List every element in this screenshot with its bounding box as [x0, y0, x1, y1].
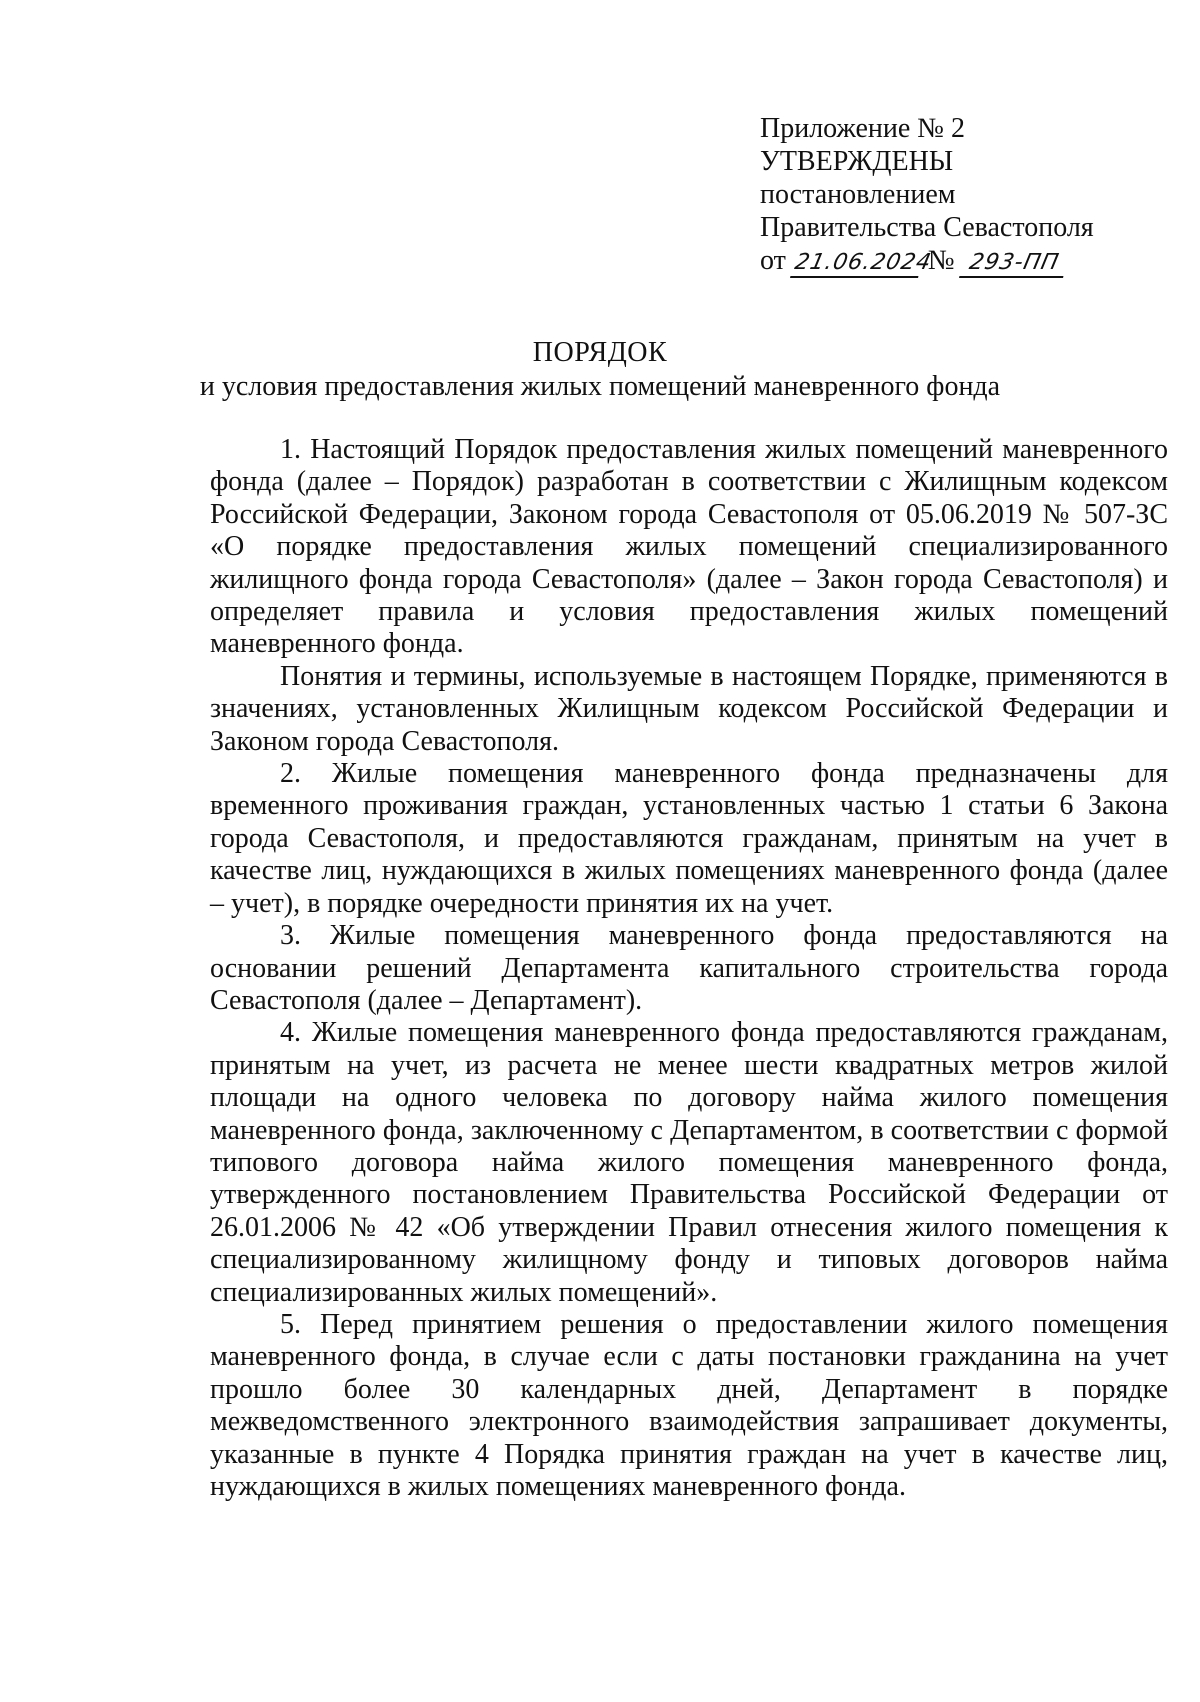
date-prefix: от: [760, 245, 786, 276]
paragraph-1: 1. Настоящий Порядок предоставления жилых помещений маневренного фонда (далее – Порядок) разработан в соответствии с Жилищным кодексом Российской Федерации, Законом города Севастополя от 05.06.2019 № 507-ЗС «О порядке предоставления жилых помещений специализированного жилищного фонда города Севастополя» (далее – Закон города Севастополя) и определяет правила и условия предоставления жилых помещений маневренного фонда.: [210, 434, 1168, 660]
paragraph-terms: Понятия и термины, используемые в настоящем Порядке, применяются в значениях, установленных Жилищным кодексом Российской Федерации и Законом города Севастополя.: [210, 660, 1168, 757]
document-title: ПОРЯДОК: [532, 337, 668, 368]
document-body: [210, 434, 1168, 1503]
document-subtitle: и условия предоставления жилых помещений маневренного фонда: [199, 371, 1001, 402]
government-label: Правительства Севастополя: [760, 212, 1094, 243]
paragraph-3: 3. Жилые помещения маневренного фонда предоставляются на основании решений Департамента капитального строительства города Севастополя (далее – Департамент).: [210, 920, 1168, 1016]
handwritten-date: 21.06.2024: [790, 250, 924, 278]
decree-date-line: [760, 244, 1160, 278]
paragraph-2: 2. Жилые помещения маневренного фонда предназначены для временного проживания граждан, установленных частью 1 статьи 6 Закона города Севастополя, и предоставляются гражданам, принятым на учет в качестве лиц, нуждающихся в жилых помещениях маневренного фонда (далее – учет), в порядке очередности принятия их на учет.: [210, 758, 1168, 919]
approved-label: УТВЕРЖДЕНЫ: [760, 146, 954, 177]
paragraph-5: 5. Перед принятием решения о предоставлении жилого помещения маневренного фонда, в случае если с даты постановки гражданина на учет прошло более 30 календарных дней, Департамент в порядке межведомственного электронного взаимодействия запрашивает документы, указанные в пункте 4 Порядка принятия граждан на учет в качестве лиц, нуждающихся в жилых помещениях маневренного фонда.: [210, 1308, 1168, 1502]
paragraph-4: 4. Жилые помещения маневренного фонда предоставляются гражданам, принятым на учет, из расчета не менее шести квадратных метров жилой площади на одного человека по договору найма жилого помещения маневренного фонда, заключенному с Департаментом, в соответствии с формой типового договора найма жилого помещения маневренного фонда, утвержденного постановлением Правительства Российской Федерации от 26.01.2006 № 42 «Об утверждении Правил отнесения жилого помещения к специализированному жилищному фонду и типовых договоров найма специализированных жилых помещений».: [210, 1017, 1168, 1308]
handwritten-number: 293-ПП: [959, 250, 1069, 278]
appendix-label: Приложение № 2: [760, 113, 965, 144]
approval-block: [760, 112, 1160, 278]
number-sign: №: [927, 245, 955, 276]
decree-label: постановлением: [760, 179, 956, 210]
